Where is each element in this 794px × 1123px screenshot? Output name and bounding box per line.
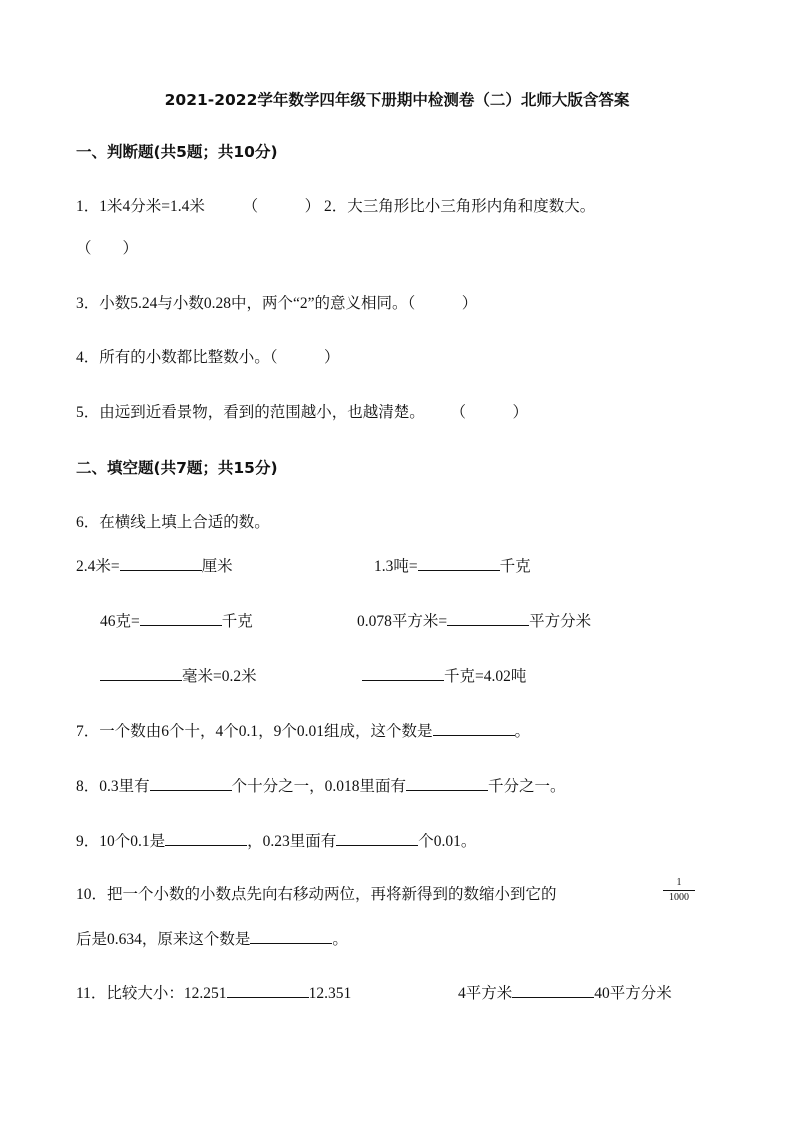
question-11-text: 4平方米 (458, 985, 513, 1002)
question-8-text: 个十分之一，0.018里面有 (231, 778, 407, 795)
answer-blank[interactable] (150, 775, 232, 791)
q6-label: 1.3吨= (374, 558, 418, 575)
fraction (663, 877, 695, 904)
answer-blank[interactable] (140, 610, 222, 626)
question-6: 6．在横线上填上合适的数。 (76, 514, 270, 531)
q6-label: 46克= (100, 613, 140, 630)
q6-unit: 千克=4.02吨 (444, 668, 527, 685)
page-title: 2021-2022学年数学四年级下册期中检测卷（二）北师大版含答案 (164, 91, 630, 109)
question-3: 3．小数5.24与小数0.28中，两个“2”的意义相同。（ ） (76, 295, 478, 312)
question-2-text: 2．大三角形比小三角形内角和度数大。 (324, 198, 596, 215)
q6-item (357, 610, 591, 632)
answer-blank[interactable] (512, 982, 594, 998)
answer-paren: （ ） (242, 198, 321, 215)
q6-unit: 千克 (221, 613, 253, 630)
q6-label: 0.078平方米= (357, 613, 448, 630)
question-9-end: 个0.01。 (418, 833, 477, 850)
answer-blank[interactable] (165, 830, 247, 846)
answer-blank[interactable] (406, 775, 488, 791)
question-11-text: 12.351 (308, 985, 352, 1002)
question-7 (76, 720, 530, 742)
fraction-bar (663, 890, 695, 891)
answer-blank[interactable] (250, 928, 332, 944)
question-9-text: ，0.23里面有 (247, 833, 337, 850)
answer-paren: （ ） (450, 404, 529, 421)
section-heading-fill: 二、填空题(共7题；共15分) (76, 459, 278, 477)
question-5 (76, 403, 528, 423)
q6-item (362, 665, 526, 687)
q6-unit: 毫米=0.2米 (182, 668, 257, 685)
question-10-text: 后是0.634，原来这个数是 (76, 931, 251, 948)
question-8-text: 8．0.3里有 (76, 778, 150, 795)
fraction-denominator: 1000 (669, 892, 689, 903)
q6-item (76, 555, 233, 577)
section-heading-judgement: 一、判断题(共5题；共10分) (76, 143, 278, 161)
question-10-end: 。 (332, 931, 348, 948)
fraction-numerator: 1 (676, 877, 682, 888)
answer-blank[interactable] (418, 555, 500, 571)
answer-blank[interactable] (120, 555, 202, 571)
question-4: 4．所有的小数都比整数小。（ ） (76, 349, 340, 366)
question-9 (76, 830, 476, 852)
answer-blank[interactable] (100, 665, 182, 681)
question-8-end: 千分之一。 (488, 778, 566, 795)
q6-unit: 平方分米 (529, 613, 592, 630)
q6-unit: 厘米 (201, 558, 233, 575)
question-11 (76, 982, 351, 1004)
q6-label: 2.4米= (76, 558, 120, 575)
question-11b (458, 982, 672, 1004)
q6-item (100, 665, 257, 687)
question-9-text: 9．10个0.1是 (76, 833, 166, 850)
question-11-text: 11．比较大小：12.251 (76, 985, 227, 1002)
answer-blank[interactable] (336, 830, 418, 846)
question-2-paren: （ ） (76, 240, 139, 257)
answer-blank[interactable] (227, 982, 309, 998)
question-5-text: 5．由远到近看景物，看到的范围越小，也越清楚。 (76, 404, 425, 421)
q6-unit: 千克 (499, 558, 531, 575)
answer-blank[interactable] (362, 665, 444, 681)
q6-item (100, 610, 253, 632)
answer-blank[interactable] (433, 720, 515, 736)
answer-blank[interactable] (447, 610, 529, 626)
question-11-text: 40平方分米 (594, 985, 672, 1002)
question-10-line2 (76, 928, 348, 950)
question-8 (76, 775, 566, 797)
q6-item (374, 555, 531, 577)
question-7-text: 7．一个数由6个十，4个0.1，9个0.01组成，这个数是 (76, 723, 433, 740)
question-7-end: 。 (514, 723, 531, 740)
question-1-text: 1．1米4分米=1.4米 (76, 198, 205, 215)
question-1 (76, 197, 595, 217)
question-10-line1: 10．把一个小数的小数点先向右移动两位，再将新得到的数缩小到它的 (76, 886, 557, 903)
